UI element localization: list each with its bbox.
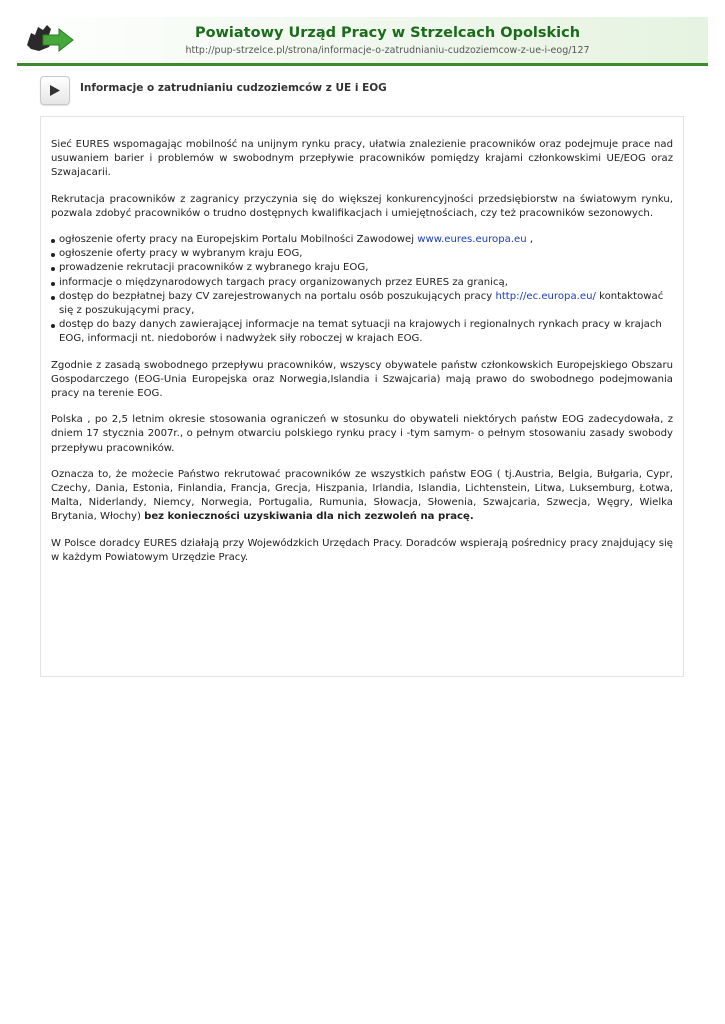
paragraph-poland: Polska , po 2,5 letnim okresie stosowania ograniczeń w stosunku do obywateli niektórych państw EOG zadecydowała, z dniem 17 stycznia 2007r., o pełnym otwarciu polskiego rynku pracy i -tym samym- o pełnym stosowaniu zasady swobody przepływu pracowników. (51, 414, 673, 454)
list-item-text: , (526, 234, 534, 246)
list-item: ogłoszenie oferty pracy w wybranym kraju EOG, (51, 247, 673, 261)
list-item (51, 233, 673, 247)
list-item (51, 290, 673, 318)
article-panel (40, 116, 684, 677)
ec-europa-link[interactable]: http://ec.europa.eu/ (495, 290, 596, 302)
page-heading (40, 76, 680, 106)
list-item-text: ogłoszenie oferty pracy na Europejskim Portalu Mobilności Zawodowej (59, 234, 418, 246)
paragraph-advisors: W Polsce doradcy EURES działają przy Wojewódzkich Urzędach Pracy. Doradców wspierają pośrednicy pracy znajdujący się w każdym Powiatowym Urzędzie Pracy. (51, 537, 673, 563)
page-url: http://pup-strzelce.pl/strona/informacje-o-zatrudnianiu-cudzoziemcow-z-ue-i-eog/127 (185, 45, 590, 56)
region-map-arrow-logo[interactable] (25, 21, 75, 57)
page-title: Informacje o zatrudnianiu cudzoziemców z UE i EOG (80, 82, 387, 94)
services-list (51, 233, 673, 347)
eures-portal-link[interactable]: www.eures.europa.eu (417, 234, 527, 246)
site-header (17, 17, 708, 66)
list-item: informacje o międzynarodowych targach pracy organizowanych przez EURES za granicą, (51, 276, 673, 290)
site-title[interactable]: Powiatowy Urząd Pracy w Strzelcach Opolskich (194, 25, 581, 41)
list-item: dostęp do bazy danych zawierającej informacje na temat sytuacji na krajowych i regionalnych rynkach pracy w krajach EOG, informacji nt. niedoborów i nadwyżek siły roboczej w krajach EOG. (51, 318, 673, 346)
paragraph-eures-intro: Sieć EURES wspomagając mobilność na unijnym rynku pracy, ułatwia znalezienie pracowników oraz podejmuje prace nad usuwaniem barier i problemów w swobodnym przepływie pracowników pomiędzy krajami członkowskimi UE/EOG oraz Szwajacarii. (51, 139, 673, 179)
article-body (51, 138, 673, 577)
countries-text: Oznacza to, że możecie Państwo rekrutować pracowników ze wszystkich państw EOG ( tj.Austria, Belgia, Bułgaria, Cypr, Czechy, Dania, Estonia, Finlandia, Francja, Grecja, Hiszpania, Irlandia, Islandia, Lichtenstein, Litwa, Luksemburg, Łotwa, Malta, Niderlandy, Niemcy, Norwegia, Portugalia, Rumunia, Słowacja, Słowenia, Szwajcaria, Szwecja, Węgry, Wielka Brytania, Włochy) (51, 468, 673, 523)
list-item-text: dostęp do bezpłatnej bazy CV zarejestrowanych na portalu osób poszukujących pracy (59, 290, 496, 302)
play-arrow-icon[interactable] (40, 76, 70, 105)
paragraph-countries (51, 468, 673, 525)
paragraph-free-movement: Zgodnie z zasadą swobodnego przepływu pracowników, wszyscy obywatele państw członkowskich Europejskiego Obszaru Gospodarczego (EOG-Unia Europejska oraz Norwegia,Islandia i Szwajcaria) mają prawo do swobodnego podejmowania pracy na terenie EOG. (51, 359, 673, 400)
paragraph-recruitment: Rekrutacja pracowników z zagranicy przyczynia się do większej konkurencyjności przedsiębiorstw na światowym rynku, pozwala zdobyć pracowników o trudno dostępnych kwalifikacjach i umiejętnościach, czy też pracowników sezonowych. (51, 193, 673, 219)
no-permit-note: bez konieczności uzyskiwania dla nich zezwoleń na pracę. (144, 511, 474, 523)
list-item-text: kontaktować się z poszukującymi pracy, (59, 290, 664, 317)
list-item: prowadzenie rekrutacji pracowników z wybranego kraju EOG, (51, 261, 673, 275)
